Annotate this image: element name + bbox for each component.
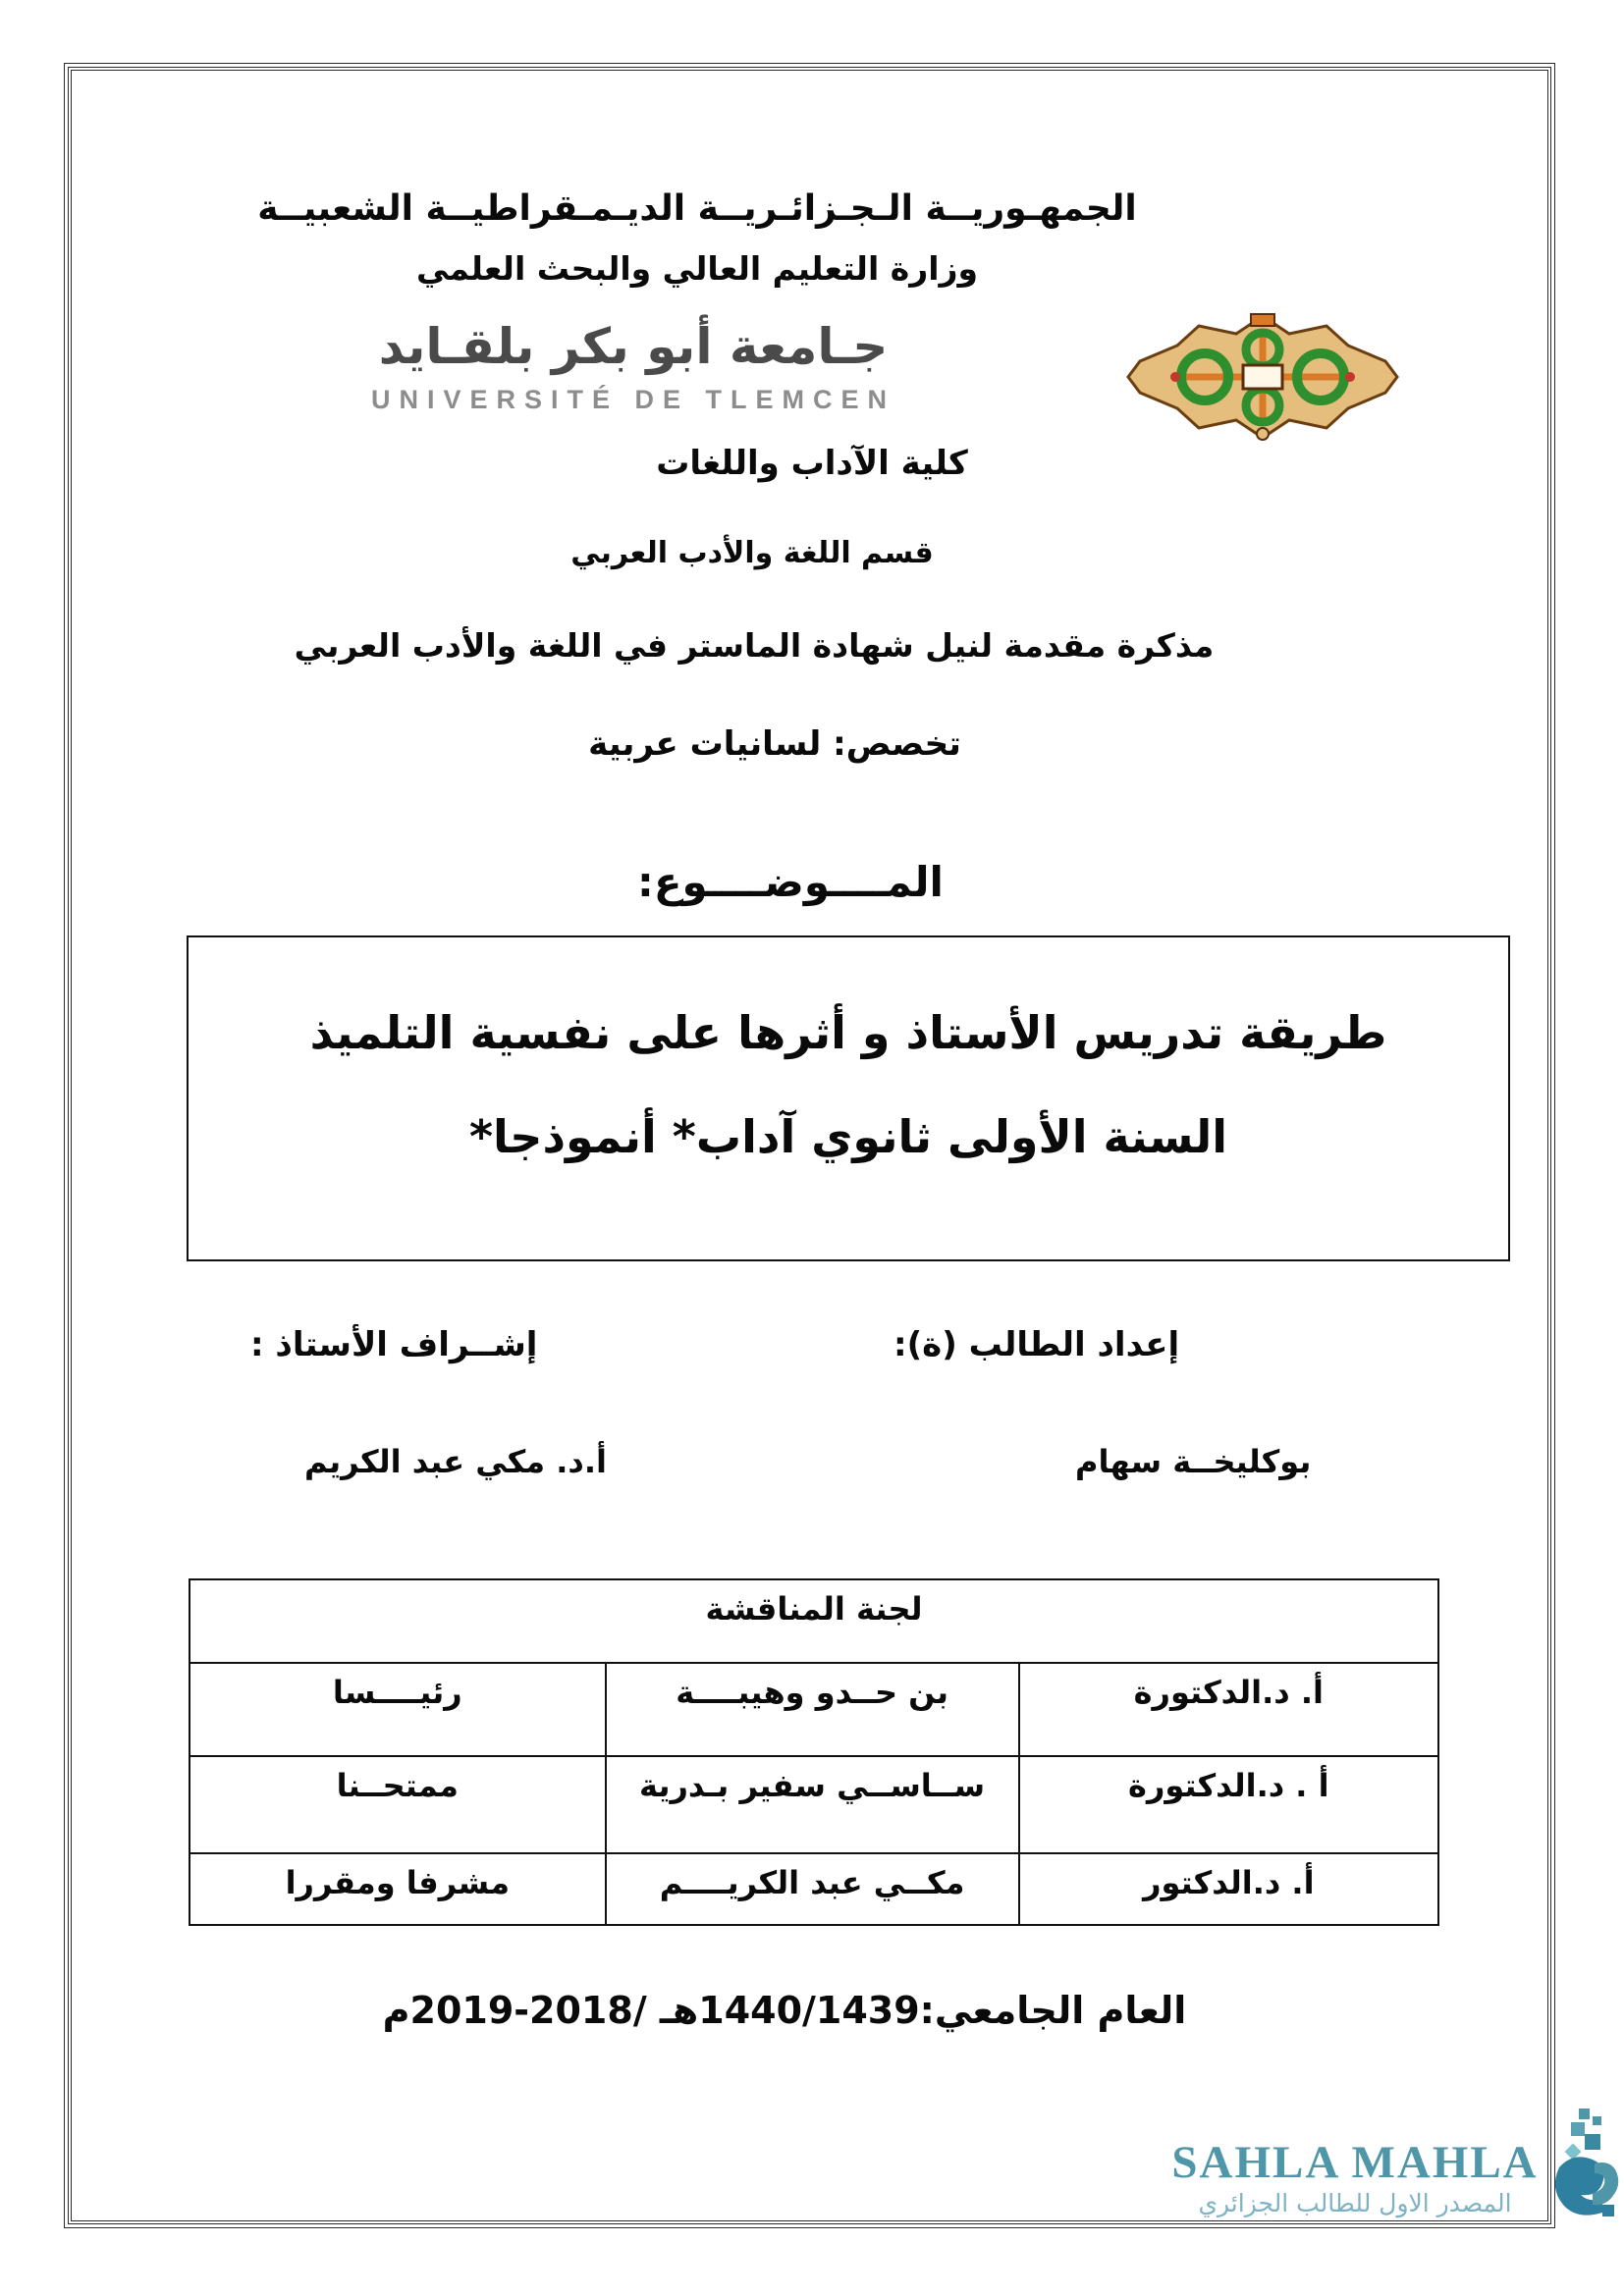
committee-cell-name: ســاســي سفير بـدرية — [606, 1756, 1019, 1853]
specialty-line: تخصص: لسانيات عربية — [588, 724, 961, 764]
sahla-mahla-logo-icon — [1549, 2107, 1620, 2222]
committee-cell-role: مشرفا ومقررا — [189, 1853, 606, 1925]
thesis-title-box — [187, 935, 1510, 1261]
table-row — [189, 1663, 1438, 1756]
student-label: إعداد الطالب (ة): — [893, 1325, 1180, 1364]
academic-year: العام الجامعي:1440/1439هـ /2018-2019م — [382, 1989, 1187, 2032]
republic-title: الجمهـوريــة الـجـزائـريــة الديـمـقراطيــة الشعبيــة — [257, 188, 1137, 229]
thesis-title-line2: السنة الأولى ثانوي آداب* أنموذجا* — [468, 1110, 1228, 1163]
university-name-french: UNIVERSITÉ DE TLEMCEN — [370, 385, 896, 414]
student-name: بوكليخــة سهام — [1075, 1443, 1312, 1480]
memoir-statement: مذكرة مقدمة لنيل شهادة الماستر في اللغة والأدب العربي — [294, 626, 1215, 665]
watermark-brand-name: SAHLA MAHLA — [1171, 2137, 1539, 2188]
ministry-title: وزارة التعليم العالي والبحث العلمي — [415, 249, 979, 288]
committee-cell-role: رئيــــسا — [189, 1663, 606, 1756]
committee-cell-title: أ. د.الدكتورة — [1019, 1663, 1438, 1756]
supervisor-name: أ.د. مكي عبد الكريم — [304, 1443, 607, 1480]
subject-label: المــــوضــــوع: — [637, 858, 944, 906]
committee-header: لجنة المناقشة — [189, 1579, 1438, 1663]
committee-header-row — [189, 1579, 1438, 1663]
department-title: قسم اللغة والأدب العربي — [570, 536, 934, 570]
university-name-arabic: جـامعة أبو بكر بلقـايد — [378, 318, 889, 375]
faculty-title: كلية الآداب واللغات — [656, 444, 968, 483]
supervisor-label: إشــراف الأستاذ : — [250, 1325, 538, 1364]
committee-cell-title: أ . د.الدكتورة — [1019, 1756, 1438, 1853]
committee-cell-name: بن حــدو وهيبــــة — [606, 1663, 1019, 1756]
university-emblem-icon — [1124, 312, 1401, 442]
thesis-title-line1: طريقة تدريس الأستاذ و أثرها على نفسية التلميذ — [309, 1006, 1387, 1059]
committee-cell-role: ممتحــنا — [189, 1756, 606, 1853]
committee-cell-title: أ. د.الدكتور — [1019, 1853, 1438, 1925]
watermark-brand-tagline: المصدر الاول للطالب الجزائري — [1198, 2189, 1512, 2217]
committee-table — [189, 1578, 1439, 1926]
committee-cell-name: مكــي عبد الكريــــم — [606, 1853, 1019, 1925]
table-row — [189, 1853, 1438, 1925]
committee-table-container — [189, 1578, 1439, 1926]
table-row — [189, 1756, 1438, 1853]
